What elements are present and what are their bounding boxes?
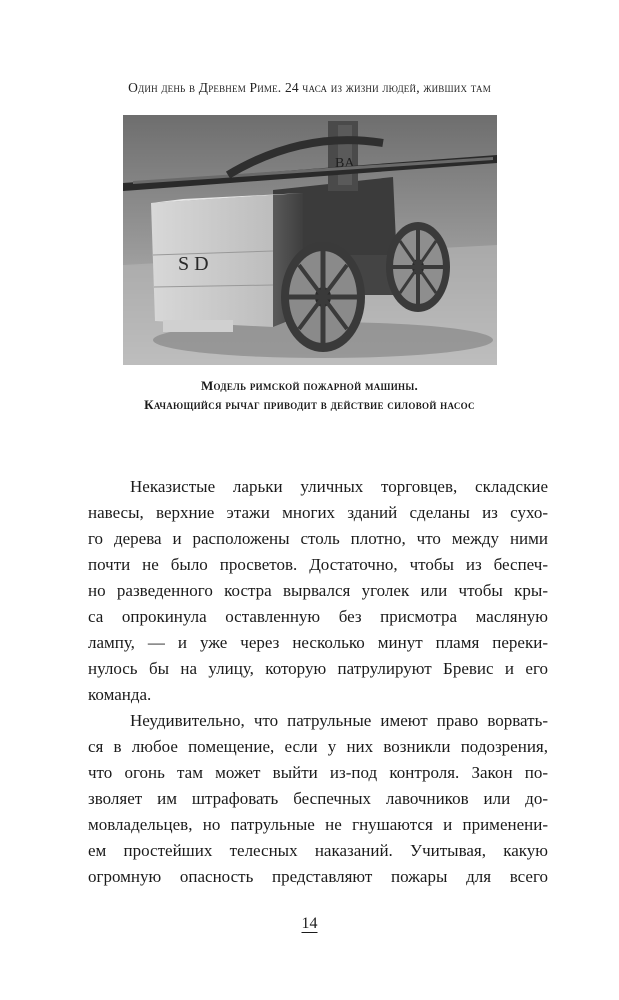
text-line: нулось бы на улицу, которую патрулируют Бревис и его: [88, 659, 548, 678]
figure-caption-line-1: Модель римской пожарной машины.: [200, 378, 419, 393]
text-line: что огонь там может выйти из-под контроля. Закон по-: [88, 763, 548, 782]
text-line: Неказистые ларьки уличных торговцев, складские: [130, 477, 548, 496]
page-number: [0, 915, 619, 933]
text-line: зволяет им штрафовать беспечных лавочников или до-: [88, 789, 548, 808]
box-lettering: S D: [178, 253, 209, 275]
fire-engine-illustration: [123, 115, 497, 365]
text-line: са опрокинула оставленную без присмотра масляную: [88, 607, 548, 626]
text-line: ем простейших телесных наказаний. Учитывая, какую: [88, 841, 548, 860]
text-line: команда.: [88, 685, 152, 704]
text-line: навесы, верхние этажи многих зданий сделаны из сухо-: [88, 503, 548, 522]
post-lettering: BA: [335, 156, 355, 171]
body-text: [88, 474, 548, 890]
rear-wheel: [386, 222, 450, 312]
text-line: го дерева и расположены столь плотно, что между ними: [88, 529, 548, 548]
text-line: Неудивительно, что патрульные имеют право ворвать-: [130, 711, 548, 730]
text-line: но разведенного костра вырвался уголек или чтобы кры-: [88, 581, 548, 600]
text-line: мовладельцев, но патрульные не гнушаются и применени-: [88, 815, 548, 834]
text-line: лампу, — и уже через несколько минут пламя переки-: [88, 633, 548, 652]
figure-photo: [123, 115, 497, 365]
page-number-value: 14: [301, 915, 318, 932]
front-wheel: [281, 242, 365, 352]
running-head: Один день в Древнем Риме. 24 часа из жизни людей, живших там: [128, 80, 491, 95]
text-line: почти не было просветов. Достаточно, чтобы из беспеч-: [88, 555, 548, 574]
figure-caption-line-2: Качающийся рычаг приводит в действие силовой насос: [144, 397, 475, 412]
text-line: огромную опасность представляют пожары для всего: [88, 867, 548, 886]
text-line: ся в любое помещение, если у них возникли подозрения,: [88, 737, 548, 756]
